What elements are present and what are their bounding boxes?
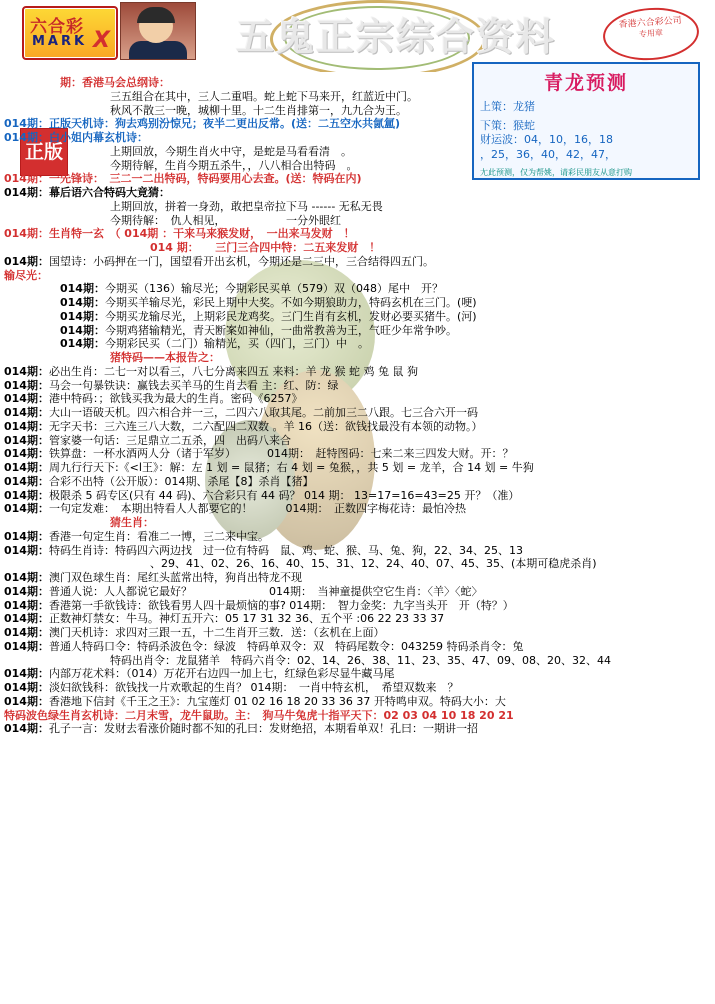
line-text: 特码出肖令：龙鼠猪羊 特码六肖令：02、14、26、38、11、23、35、47、09、08、20、32、44 [110, 653, 611, 667]
line-text: 港中特码：；欲钱买我为最大的生肖。密码《6257》 [48, 392, 303, 406]
line-text: 香港第一手欲钱诗：欲钱看男人四十最烦恼的事? 014期： 智力金奖：九字当头开 开（特？） [48, 598, 514, 612]
line-label: 014期： [4, 378, 49, 392]
portrait-suit [129, 41, 187, 59]
content-line [0, 172, 715, 186]
line-text: 、29、41、02、26、16、40、15、31、12、24、40、07、45、35、(本期可稳虎杀肖) [150, 557, 597, 571]
content-line [0, 296, 715, 310]
logo-x-mark: X [93, 28, 110, 53]
content-line [0, 709, 715, 723]
content-line [0, 117, 715, 131]
line-text: 国望诗：小码押在一门，国望看开出玄机，今期还是二三中，三合结得四五门。 [48, 254, 434, 268]
line-label: 猪特码 [110, 351, 143, 364]
content-line [0, 612, 715, 626]
line-label: 014期： [4, 117, 49, 131]
line-text: 淡妇欲钱科：欲钱找一片欢歌起的生肖？ 014期： 一肖中特玄机， 希望双数来 ？ [48, 681, 459, 694]
content-line [0, 516, 715, 530]
line-text: 上期回放，拼着一身劲，敢把皇帝拉下马 ------ 无私无畏 [110, 199, 383, 213]
content-line [0, 599, 715, 613]
content-line [0, 434, 715, 448]
logo-text-primary: 六合彩 [30, 17, 84, 37]
line-text: 管家婆一句话：三足鼎立二五杀，四 出码八来合 [48, 433, 291, 447]
content-line [0, 461, 715, 475]
line-label: 猜生肖： [110, 516, 154, 529]
line-text: 二月末雪，龙牛鼠助。主： 狗马牛兔虎十指平天下：02 03 04 10 18 20 21 [125, 708, 514, 722]
line-label: 014期： [4, 419, 49, 433]
content-line [0, 200, 715, 214]
content-line [0, 324, 715, 338]
seal-line-1: 香港六合彩公司 [618, 15, 683, 31]
content-line [0, 544, 715, 558]
line-text: 幕后语六合特码大竟猜： [48, 186, 170, 199]
genuine-version-label: 正版 [24, 140, 63, 163]
content-line [0, 475, 715, 489]
content-line [0, 131, 715, 145]
content-line [0, 489, 715, 503]
content-line [0, 104, 715, 118]
content-line [0, 640, 715, 654]
article-body [0, 76, 715, 736]
line-text: 白小姐内幕玄机诗： [48, 131, 148, 144]
line-label: 014期： [4, 529, 49, 543]
line-label: 014期： [4, 612, 49, 626]
content-line [0, 585, 715, 599]
line-text: 一先锋诗： 三二一二出特码，特码要用心去查。(送：特码在内) [48, 172, 362, 186]
line-label: 特码波色绿生肖玄机诗： [4, 708, 125, 722]
content-line [0, 186, 715, 200]
line-label: 014期： [4, 364, 49, 378]
line-label: 014期： [4, 694, 49, 708]
line-text: 普通人说：人人都说它最好？ 014期： 当神童提供空它生肖：〈羊〉〈蛇〉 [48, 584, 483, 598]
line-label: 期： [60, 76, 82, 89]
line-text: 今期买羊输尽光，彩民上期中大奖。不如今期狼助力，特码玄机在三门。(哽) [104, 296, 477, 309]
line-label: 014期： [4, 722, 49, 736]
content-line [0, 379, 715, 393]
line-label: 014期： [4, 639, 49, 653]
line-label: 014期： [4, 667, 49, 681]
qinglong-disclaimer: 尢此预测，仅为帮姚，请彩民朋友从意打购 [480, 167, 632, 177]
qinglong-lucky-numbers-line2: ，25，36，40，42，47， [480, 147, 616, 161]
line-text: 今期买（136）输尽光；今期彩民买单（579）双（048）尾中 开？ [104, 282, 443, 296]
line-text: 大山一语破天机。四六相合并一三，二四六八取其尾。二前加三二八跟。七三合六开一码 [48, 406, 478, 419]
portrait-hair [137, 7, 175, 23]
content-line [0, 571, 715, 585]
content-line [0, 722, 715, 736]
line-label: 014期： [4, 433, 49, 447]
qinglong-upper-pick: 上策：龙猪 [480, 100, 535, 113]
content-line [0, 557, 715, 571]
line-label: 014期： [4, 461, 49, 474]
line-label: 014期： [4, 488, 49, 502]
line-label: 014期： [60, 309, 105, 323]
line-text: 今期买龙输尽光，上期彩民龙鸡奖。三门生肖有玄机，发财必要买猪牛。(河) [104, 309, 477, 323]
line-label: 014期： [4, 186, 49, 199]
line-text: 今期鸡猪输精光，青天断案如神仙，一曲常教善为王，气旺少年常争吵。 [104, 323, 457, 337]
content-line [0, 365, 715, 379]
content-line [0, 626, 715, 640]
line-text: 今期待解： 仇人相见， 一分外眼红 [110, 213, 341, 227]
line-text: 今期彩民买（二门）输精光，买（四门，三门）中 。 [104, 337, 369, 351]
line-label: 014期： [4, 227, 49, 241]
line-text: 澳门天机诗：求四对三跟一五，十二生肖开三数．送：（玄机在上面） [48, 626, 385, 639]
line-text: 014 期： 三门三合四中特：二五来发财 ！ [150, 241, 381, 254]
content-line [0, 654, 715, 668]
content-line [0, 351, 715, 365]
line-label: 014期： [4, 502, 49, 516]
line-text: 香港马会总纲诗： [82, 76, 170, 89]
content-line [0, 530, 715, 544]
official-seal [601, 5, 700, 64]
line-label: 014期： [4, 543, 49, 557]
line-label: 014期： [4, 474, 49, 488]
line-label: 014期： [4, 392, 49, 406]
lottery-logo [22, 6, 118, 60]
qinglong-lucky-numbers-line1: 财运波：04，10，16，18 [480, 133, 613, 146]
content-line [0, 667, 715, 681]
content-line [0, 214, 715, 228]
line-text: 香港一句定生肖：看准二一博，三二来中宝。 [48, 529, 269, 543]
line-text: 合彩不出特（公开版）：014期、杀尾【8】杀肖【猪】 [48, 474, 314, 488]
qinglong-lower-pick: 下策：猴蛇 [480, 119, 535, 132]
line-text: 一句定发难： 本期出特看人人都要它的！ 014期： 正数四字梅花诗：最怕冷热 [48, 502, 466, 516]
line-text: 秋风不散三一晚，城柳十里。十二生肖排第一，九九合为王。 [110, 103, 407, 117]
content-line [0, 145, 715, 159]
line-text: ——本报告之： [143, 351, 220, 364]
line-label: 014期： [4, 626, 49, 639]
logo-text-secondary: MARK [32, 34, 88, 49]
content-line [0, 392, 715, 406]
portrait-photo [120, 2, 196, 60]
line-label: 014期： [4, 584, 49, 598]
content-line [0, 337, 715, 351]
line-text: 铁算盘：一杯水酒两人分（诸于军岁） 014期： 赶特图码：七来二来三四发大财。开：？ [48, 447, 514, 461]
line-text: 普通人特码口令：特码杀波色令：绿波 特码单双令：双 特码尾数令：043259 特码杀肖令：兔 [48, 639, 524, 653]
line-label: 014期： [4, 172, 49, 186]
content-line [0, 90, 715, 104]
line-text: 必出生肖：二七一对以看三，八七分离来四五 来料：羊 龙 猴 蛇 鸡 兔 鼠 狗 [48, 364, 418, 378]
page-title: 五鬼正宗综合资料 [236, 15, 557, 59]
seal-line-2: 专用章 [638, 27, 664, 39]
content-line [0, 447, 715, 461]
content-line [0, 227, 715, 241]
line-label: 014期： [4, 447, 49, 461]
line-text: 正数神灯禁女：牛马。神灯五开六：05 17 31 32 36、五个平 :06 22 23 33 37 [48, 612, 445, 626]
content-line [0, 310, 715, 324]
line-label: 014期： [4, 254, 49, 268]
line-label: 014期： [4, 131, 49, 144]
content-line [0, 76, 715, 90]
line-text: 极限杀 5 码专区(只有 44 码)、六合彩只有 44 码？ 014 期： 13=17=16=43=25 开？（准） [48, 488, 520, 502]
content-line [0, 695, 715, 709]
line-text: 特码生肖诗：特码四六两边找 过一位有特码 鼠、鸡、蛇、猴、马、兔、狗，22、34、25、13 [48, 543, 523, 557]
content-line [0, 241, 715, 255]
line-text: 周九行行天下:《<ا王》：解：左 1 划 = 鼠猪；右 4 划 = 兔猴，，共 5 划 = 龙羊，合 14 划 = 牛狗 [48, 461, 534, 474]
qinglong-title: 青龙预测 [543, 72, 628, 94]
line-text: 三五组合在其中，三人二重唱。蛇上蛇下马来开，红蓝近中门。 [110, 89, 418, 103]
line-label: 014期： [60, 282, 105, 296]
content-line [0, 681, 715, 695]
line-text: 香港地下信封《千王之王》：九宝莲灯 01 02 16 18 20 33 36 37 开特鸣申双。特码大小：大 [48, 694, 506, 708]
line-label: 014期： [4, 571, 49, 584]
line-label: 014期： [60, 296, 105, 309]
line-text: 无字天书：三六连三八大数，二六配四二双数 。羊 16（送：欲钱找最没有本领的动物。） [48, 419, 483, 433]
content-line [0, 159, 715, 173]
content-line [0, 406, 715, 420]
line-text: 生肖特一玄 （ 014期 ：干来马来猴发财， 一出来马发财 ！ [48, 227, 355, 241]
line-label: 014期： [4, 598, 49, 612]
line-text: 今期待解，生肖今期五杀牛，，八八相合出特码 。 [110, 158, 358, 172]
line-text: 正版天机诗：狗去鸡别汾惊兄；夜半二更出反常。(送：二五空水共氤氲) [48, 117, 401, 131]
line-text: 马会一句暴铁诀：赢钱去买羊马的生肖去看 主：红、防：绿 [48, 378, 339, 392]
line-label: 014期： [4, 406, 49, 419]
content-line [0, 255, 715, 269]
line-label: 输尽光： [4, 268, 48, 282]
content-line [0, 269, 715, 283]
content-line [0, 502, 715, 516]
line-label: 014期： [60, 337, 105, 351]
content-line [0, 282, 715, 296]
line-text: 孔子一言：发财去看涨价随时都不知的孔曰：发财绝招，本期看单双！孔曰：一期讲一招 [48, 722, 478, 736]
line-text: 澳门双色球生肖：尾红头蓝常出特，狗肖出特龙不现 [48, 571, 302, 584]
line-text: 上期回放，今期生肖火中守，是蛇是马看看清 。 [110, 144, 352, 158]
line-label: 014期： [4, 681, 49, 694]
line-text: 内部万花术料：（014）万花开右边四一加上七，红绿色彩尽显牛藏马尾 [48, 667, 395, 681]
content-line [0, 420, 715, 434]
line-label: 014期： [60, 323, 105, 337]
